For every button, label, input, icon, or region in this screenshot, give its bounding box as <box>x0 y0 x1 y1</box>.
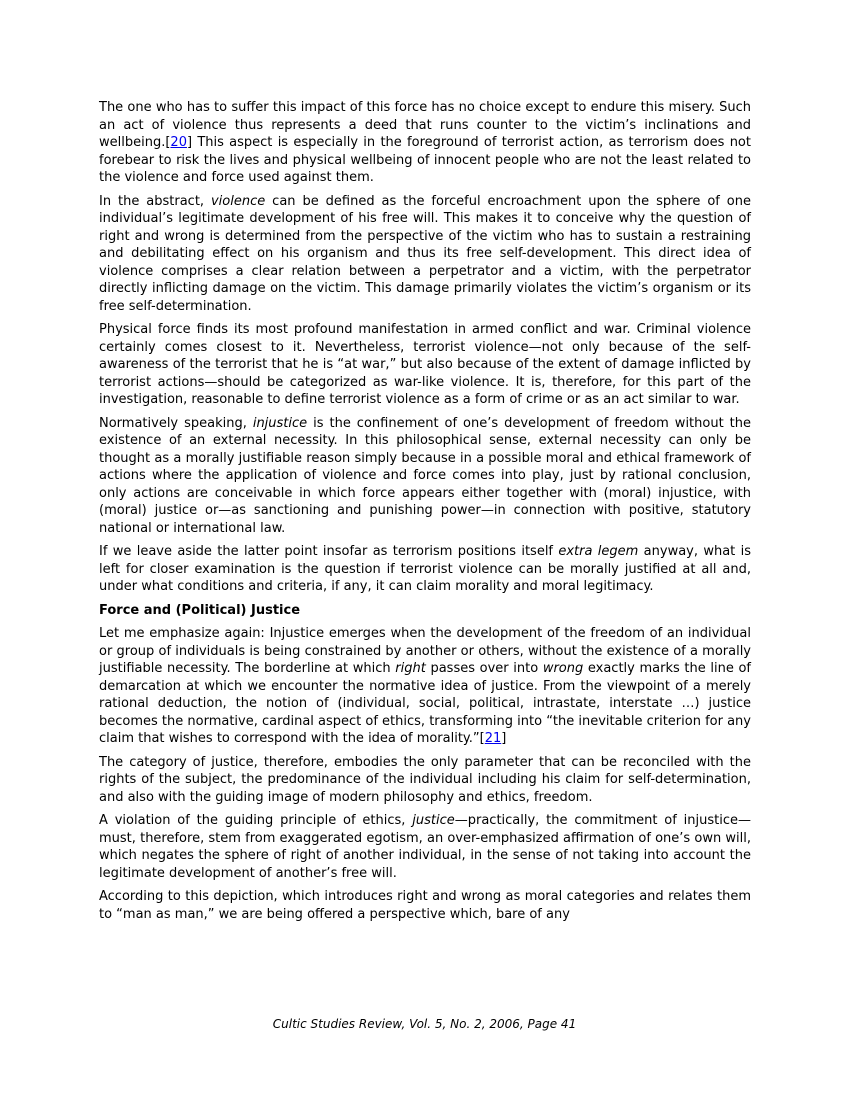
emphasis-text: violence <box>210 193 266 209</box>
section-heading <box>99 602 751 620</box>
emphasis-text: justice <box>412 813 455 828</box>
text-run: The category of justice, therefore, embodies the only parameter that can be reconciled with the rights of the subject, the predominance of the individual including his claim for self-determination, and also with the guiding image of modern philosophy and ethics, freedom. <box>99 754 751 805</box>
emphasis-text: extra legem <box>558 544 639 559</box>
text-run: exactly marks the line of demarcation at which we encounter the normative idea of justice. From the viewpoint of a merely rational deduction, the notion of (individual, social, political, intrastate, interstate …) justice becomes the normative, cardinal aspect of ethics, transforming into “the inevitable criterion for any claim that wishes to correspond with the idea of morality.”[ <box>99 661 751 746</box>
text-run: According to this depiction, which introduces right and wrong as moral categories and relates them to “man as man,” we are being offered a perspective which, bare of any <box>99 889 751 922</box>
footnote-link[interactable]: 21 <box>484 731 502 746</box>
emphasis-text: right <box>395 661 426 676</box>
text-run: In the abstract, <box>99 193 211 209</box>
text-run: Physical force finds its most profound manifestation in armed conflict and war. Criminal violence certainly comes closest to it. Nevertheless, terrorist violence—not only because of the self-awareness of the terrorist that he is “at war,” but also because of the extent of damage inflicted by terrorist actions—should be categorized as war-like violence. It is, therefore, for this part of the investigation, reasonable to define terrorist violence as a form of crime or as an act similar to war. <box>99 322 751 407</box>
paragraph <box>99 415 751 538</box>
paragraph <box>99 193 751 316</box>
text-run: ] This aspect is especially in the foreground of terrorist action, as terrorism does not forebear to risk the lives and physical wellbeing of innocent people who are not the least related to the violence and force used against them. <box>99 135 751 185</box>
document-body <box>99 99 751 929</box>
footnote-link[interactable]: 20 <box>170 135 187 150</box>
text-run: can be defined as the forceful encroachment upon the sphere of one individual’s legitimate development of his free will. This makes it to conceive why the question of right and wrong is determined from the perspective of the victim who has to sustain a restraining and debilitating effect on his organism and thus its free self-development. This direct idea of violence comprises a clear relation between a perpetrator and a victim, with the perpetrator directly inflicting damage on the victim. This damage primarily violates the victim’s organism or its free self-determination. <box>99 193 751 314</box>
paragraph <box>99 99 751 187</box>
text-run: is the confinement of one’s development of freedom without the existence of an external necessity. In this philosophical sense, external necessity can only be thought as a morally justifiable reason simply because in a possible moral and ethical framework of actions where the application of violence and force comes into play, just by rational conclusion, only actions are conceivable in which force appears either together with (moral) injustice, with (moral) justice or—as sanctioning and punishing power—in connection with positive, statutory national or international law. <box>99 415 751 536</box>
text-run: —practically, the commitment of injustice—must, therefore, stem from exaggerated egotism, an over-emphasized affirmation of one’s own will, which negates the sphere of right of another individual, in the sense of not taking into account the legitimate development of another’s free will. <box>99 813 751 881</box>
text-run: ] <box>501 731 507 746</box>
text-run: If we leave aside the latter point insofar as terrorism positions itself <box>99 544 559 559</box>
text-run: anyway, what is left for closer examination is the question if terrorist violence can be morally justified at all and, under what conditions and criteria, if any, it can claim morality and moral legitimacy. <box>99 544 751 594</box>
paragraph <box>99 754 751 807</box>
text-run: The one who has to suffer this impact of this force has no choice except to endure this misery. Such an act of violence thus represents a deed that runs counter to the victim’s inclinations and wellbeing.[ <box>99 100 751 150</box>
emphasis-text: wrong <box>542 661 584 676</box>
emphasis-text: injustice <box>252 415 308 431</box>
page-footer: Cultic Studies Review, Vol. 5, No. 2, 2006, Page 41 <box>272 1017 577 1031</box>
paragraph <box>99 812 751 882</box>
text-run: Normatively speaking, <box>99 415 253 431</box>
paragraph <box>99 543 751 596</box>
text-run: Let me emphasize again: Injustice emerges when the development of the freedom of an individual or group of individuals is being constrained by another or others, without the existence of a morally justifiable necessity. The borderline at which <box>99 626 751 676</box>
paragraph <box>99 625 751 748</box>
text-run: passes over into <box>425 661 543 676</box>
paragraph <box>99 321 751 409</box>
text-run: A violation of the guiding principle of ethics, <box>99 813 413 828</box>
paragraph <box>99 888 751 923</box>
text-run: Force and (Political) Justice <box>99 602 301 618</box>
